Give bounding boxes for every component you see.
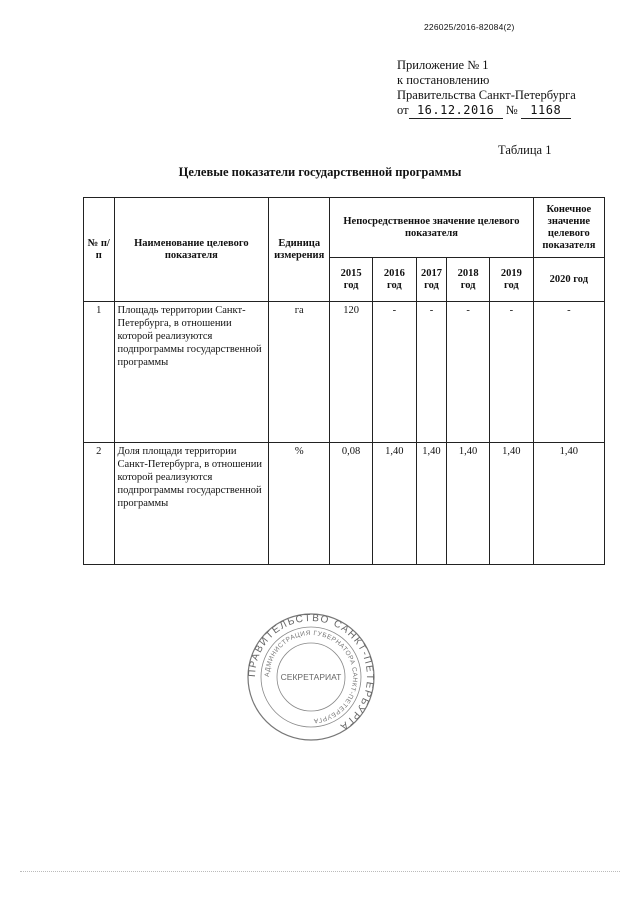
appendix-block (397, 58, 576, 119)
indicator-unit: га (269, 302, 330, 443)
row-number: 1 (84, 302, 115, 443)
indicator-name: Доля площади территории Санкт-Петербурга, в отношении которой реализуются подпрограммы государственной программы (114, 443, 269, 565)
header-immediate: Непосредственное значение целевого показателя (330, 198, 534, 258)
header-name: Наименование целевого показателя (114, 198, 269, 302)
date-prefix: от (397, 103, 409, 117)
appendix-line-2: к постановлению (397, 73, 490, 87)
date-value: 16.12.2016 (409, 103, 503, 119)
header-year: 2015 год (330, 258, 373, 302)
header-number: № п/п (84, 198, 115, 302)
seal-center-text: СЕКРЕТАРИАТ (280, 672, 342, 682)
number-value: 1168 (521, 103, 571, 119)
official-seal (246, 612, 376, 742)
appendix-title: Приложение № 1 (397, 58, 489, 72)
header-final-year: 2020 год (533, 258, 604, 302)
table-row (84, 302, 605, 443)
header-row-1 (84, 198, 605, 258)
number-prefix: № (505, 103, 518, 117)
value-cell: - (447, 302, 490, 443)
value-cell: 1,40 (447, 443, 490, 565)
value-cell: - (416, 302, 447, 443)
row-number: 2 (84, 443, 115, 565)
header-year: 2019 год (489, 258, 533, 302)
final-value-cell: - (533, 302, 604, 443)
header-year: 2017 год (416, 258, 447, 302)
header-unit: Единица измерения (269, 198, 330, 302)
value-cell: 120 (330, 302, 373, 443)
seal-inner-text: АДМИНИСТРАЦИЯ ГУБЕРНАТОРА САНКТ-ПЕТЕРБУРГА (263, 629, 359, 724)
appendix-line-3: Правительства Санкт-Петербурга (397, 88, 576, 102)
value-cell: 0,08 (330, 443, 373, 565)
value-cell: 1,40 (372, 443, 416, 565)
seal-outer-text: ПРАВИТЕЛЬСТВО САНКТ-ПЕТЕРБУРГА (246, 612, 376, 733)
final-value-cell: 1,40 (533, 443, 604, 565)
appendix-date-number (397, 103, 576, 119)
value-cell: 1,40 (489, 443, 533, 565)
targets-table (83, 197, 605, 565)
document-id: 226025/2016-82084(2) (424, 22, 515, 32)
indicator-name: Площадь территории Санкт-Петербурга, в отношении которой реализуются подпрограммы государственной программы (114, 302, 269, 443)
footer-scan-artifact (20, 871, 620, 872)
header-year: 2016 год (372, 258, 416, 302)
document-title: Целевые показатели государственной программы (178, 165, 462, 179)
value-cell: - (372, 302, 416, 443)
indicator-unit: % (269, 443, 330, 565)
value-cell: - (489, 302, 533, 443)
header-final: Конечное значение целевого показателя (533, 198, 604, 258)
table-row (84, 443, 605, 565)
value-cell: 1,40 (416, 443, 447, 565)
header-year: 2018 год (447, 258, 490, 302)
table-label: Таблица 1 (498, 143, 552, 157)
